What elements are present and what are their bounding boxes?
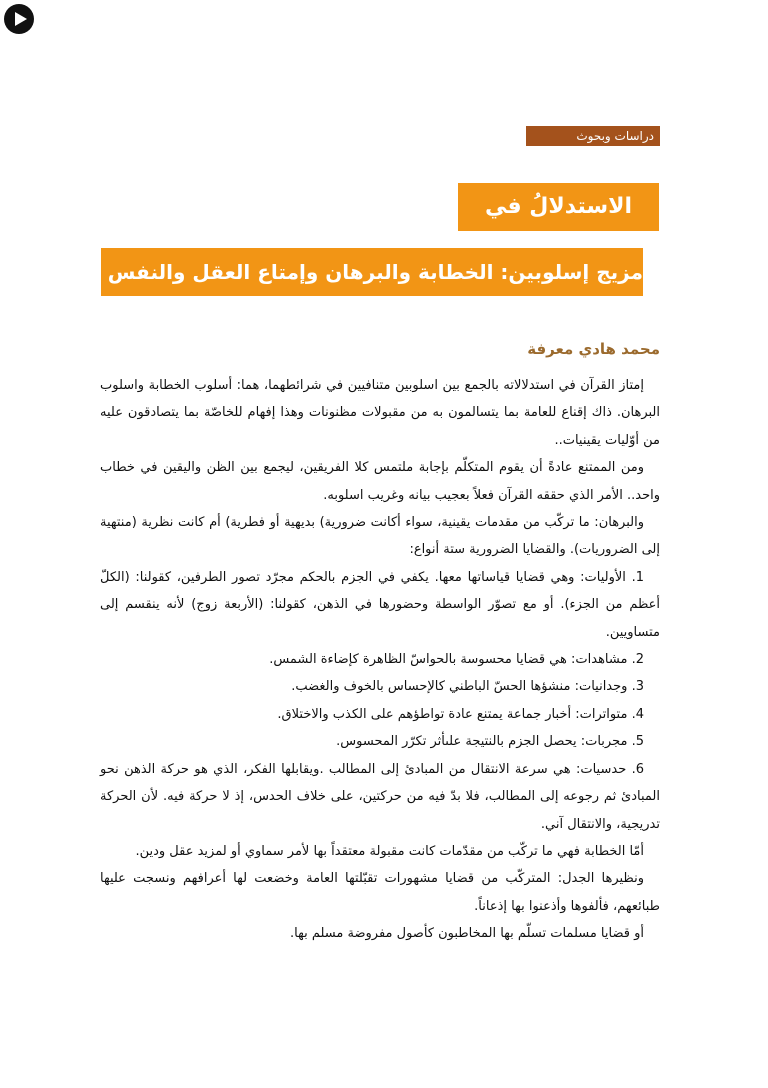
paragraph: أمّا الخطابة فهي ما تركّب من مقدّمات كانت مقبولة معتقداً بها لأمر سماوي أو لمزيد عقل ودين. — [135, 843, 644, 859]
paragraph: 3. وجدانيات: منشؤها الحسّ الباطني كالإحساس بالخوف والغضب. — [291, 679, 644, 695]
play-button[interactable] — [4, 4, 34, 34]
section-tag: دراسات وبحوث — [526, 126, 660, 146]
paragraph: 6. حدسيات: هي سرعة الانتقال من المبادئ إلى المطالب .ويقابلها الفكر، الذي هو حركة الذهن نحو المبادئ ثم رجوعه إلى المطالب، فلا بدّ فيه من حركتين، على خلاف الحدس، إذ لا حركة فيه. لأن الحركة تدريجية، والانتقال آني. — [100, 761, 660, 832]
paragraph: 2. مشاهدات: هي قضايا محسوسة بالحواسّ الظاهرة كإضاءة الشمس. — [269, 652, 644, 668]
play-icon — [4, 4, 34, 34]
paragraph: 5. مجربات: يحصل الجزم بالنتيجة علىأثر تكرّر المحسوس. — [336, 734, 644, 750]
article-subtitle: مزيج إسلوبين: الخطابة والبرهان وإمتاع العقل والنفس معاً — [101, 248, 643, 296]
paragraph: 4. متواترات: أخبار جماعة يمتنع عادة تواطؤهم على الكذب والاختلاق. — [277, 706, 644, 722]
author-name: محمد هادي معرفة — [527, 340, 660, 358]
paragraph: إمتاز القرآن في استدلالاته بالجمع بين اسلوبين متنافيين في شرائطهما، هما: أسلوب الخطابة واسلوب البرهان. ذاك إقناع للعامة بما يتسالمون به من مقبولات مظنونات وهذا إفهام للخاصّة بما يتصادقون عليه من أوّليات يقينيات.. — [100, 378, 660, 448]
article-body — [100, 372, 660, 948]
paragraph: ومن الممتنع عادةً أن يقوم المتكلّم بإجابة ملتمس كلا الفريقين، ليجمع بين الظن واليقين في خطاب واحد.. الأمر الذي حققه القرآن فعلاً بعجيب بيانه وغريب اسلوبه. — [100, 460, 660, 503]
paragraph: أو قضايا مسلمات تسلّم بها المخاطبون كأصول مفروضة مسلم بها. — [290, 926, 644, 942]
paragraph: ونظيرها الجدل: المتركّب من قضايا مشهورات تقبّلتها العامة وخضعت لها أعرافهم ونسجت عليها طبائعهم، فألفوها وأذعنوا بها إذعاناً. — [100, 871, 660, 914]
paragraph: والبرهان: ما تركّب من مقدمات يقينية، سواء أكانت ضرورية) بديهية أو فطرية) أم كانت نظرية (منتهية إلى الضروريات). والقضايا الضرورية ستة أنواع: — [100, 515, 660, 558]
paragraph: 1. الأوليات: وهي قضايا قياساتها معها. يكفي في الجزم بالحكم مجرّد تصور الطرفين، كقولنا: (الكلّ أعظم من الجزء). أو مع تصوّر الواسطة وحضورها في الذهن، كقولنا: (الأربعة زوج) لأنه ينقسم إلى متساويين. — [100, 569, 660, 640]
article-title: الاستدلالُ في — [458, 183, 659, 231]
